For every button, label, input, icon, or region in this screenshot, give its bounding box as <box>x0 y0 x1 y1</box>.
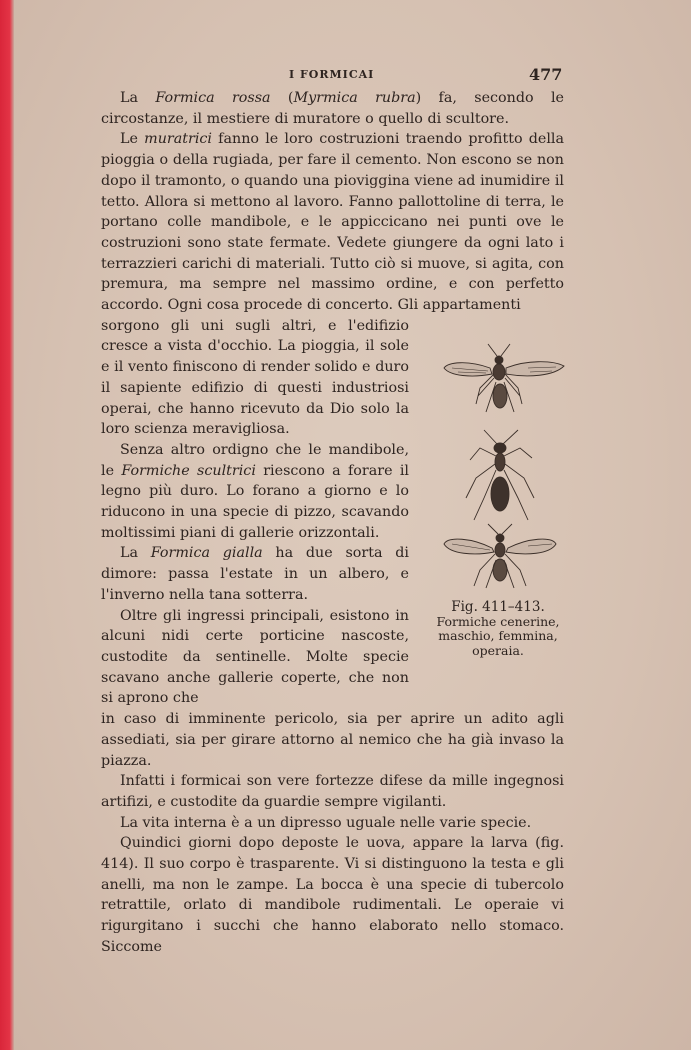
figure-caption <box>428 600 568 658</box>
paragraph-continuation: in caso di imminente pericolo, sia per aprire un adito agli assediati, sia per girare attorno al nemico che ha già invaso la piazza. <box>101 711 564 769</box>
ant-illustrations <box>428 338 568 598</box>
paragraph: Infatti i formicai son vere fortezze difese da mille ingegnosi artifizi, e custodite da guardie sempre vigilanti. <box>101 773 564 810</box>
winged-male-ant-icon <box>444 344 564 412</box>
running-title: I FORMICAI <box>289 68 375 81</box>
figure-number: Fig. 411–413. <box>451 599 545 615</box>
page-header <box>14 66 691 86</box>
paragraph: Le muratrici fanno le loro costruzioni traendo profitto della pioggia o della rugiada, per fare il cemento. Non escono se non dopo il tramonto, o quando una pioviggina viene ad inumidire il tetto. Allora si mettono al lavoro. Fanno pallottoline di terra, le portano colle mandibole, e le appiccicano nei punti ove le costruzioni sono state fermate. Vedete giungere da ogni lato i terrazzieri carichi di materiali. Tutto ciò si muove, si agita, con premura, ma sempre nel massimo ordine, e con perfetto accordo. Ogni cosa procede di concerto. Gli appartamenti <box>101 131 565 314</box>
paragraph: La Formica gialla ha due sorta di dimore: passa l'estate in un albero, e l'inverno nella tana sotterra. <box>101 545 409 603</box>
female-ant-icon <box>466 430 534 520</box>
paragraph: Senza altro ordigno che le mandibole, le Formiche scultrici riescono a forare il legno più duro. Lo forano a giorno e lo riducono in una specie di pizzo, scavando moltissimi piani di gallerie orizzontali. <box>101 441 409 541</box>
text-beside-figure <box>101 316 409 709</box>
paragraph: Quindici giorni dopo deposte le uova, appare la larva (fig. 414). Il suo corpo è trasparente. Vi si distinguono la testa e gli anelli, ma non le zampe. La bocca è una specie di tubercolo retrattile, orlato di mandibole rudimentali. Le operaie vi rigurgitano i succhi che hanno elaborato nello stomaco. Siccome <box>101 835 564 955</box>
paragraph: La vita interna è a un dipresso uguale nelle varie specie. <box>120 814 532 831</box>
page-number: 477 <box>529 65 563 84</box>
caption-line: Formiche cenerine, <box>436 613 560 629</box>
ant-figure <box>428 338 568 673</box>
paragraph-continuation: sorgono gli uni sugli altri, e l'edifizio cresce a vista d'occhio. La pioggia, il sole e il vento finiscono di render solido e duro il sapiente edifizio di questi industriosi operai, che hanno ricevuto da Dio solo la loro scienza meravigliosa. <box>101 317 409 438</box>
book-page <box>14 0 691 1050</box>
caption-line: maschio, femmina, <box>438 628 558 643</box>
paragraph: La Formica rossa (Myrmica rubra) fa, secondo le circostanze, il mestiere di muratore o quello di scultore. <box>101 90 564 127</box>
paragraph: Oltre gli ingressi principali, esistono in alcuni nidi certe porticine nascoste, custodite da sentinelle. Molte specie scavano anche gallerie coperte, che non si aprono che <box>101 607 409 707</box>
worker-ant-icon <box>444 524 556 588</box>
red-page-edge <box>0 0 14 1050</box>
caption-line: operaia. <box>472 642 524 658</box>
